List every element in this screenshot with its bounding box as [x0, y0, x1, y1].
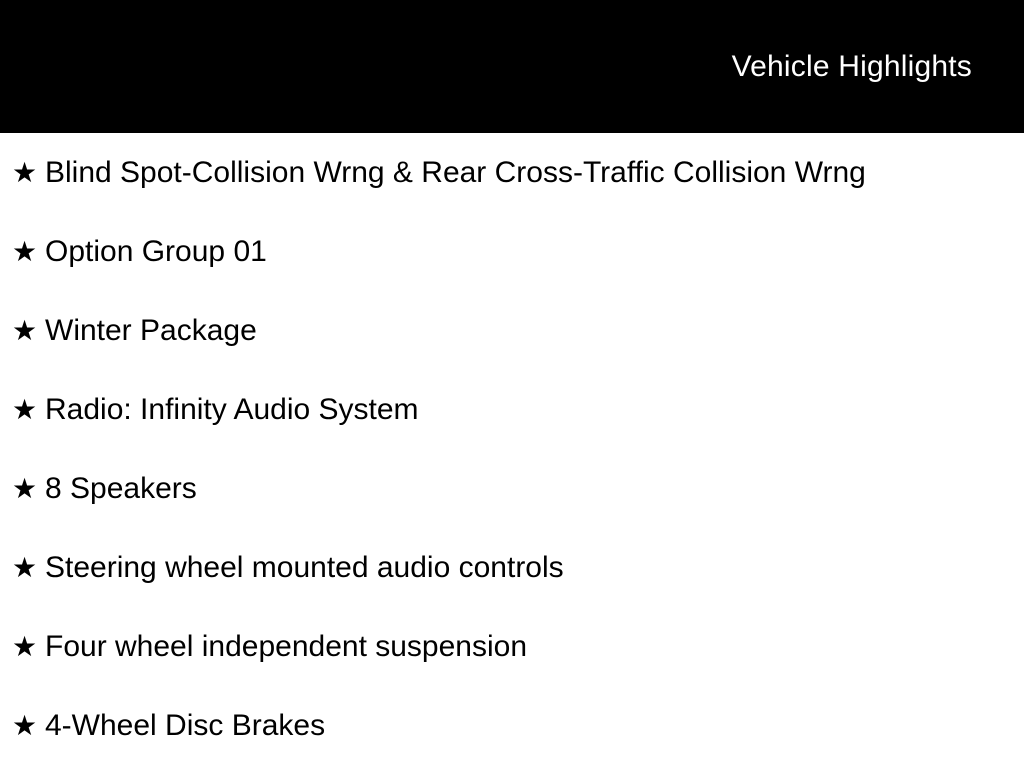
list-item [0, 449, 1024, 528]
list-item [0, 291, 1024, 370]
list-item [0, 607, 1024, 686]
list-item [0, 528, 1024, 607]
list-item-label: 8 Speakers [45, 471, 197, 505]
star-icon: ★ [12, 709, 38, 741]
star-icon: ★ [12, 630, 38, 662]
star-icon: ★ [12, 156, 38, 188]
highlights-list [0, 133, 1024, 765]
header-bar [0, 0, 1024, 133]
list-item [0, 370, 1024, 449]
list-item [0, 686, 1024, 765]
star-icon: ★ [12, 472, 38, 504]
list-item-label: Steering wheel mounted audio controls [45, 550, 564, 584]
list-item-label: Blind Spot-Collision Wrng & Rear Cross-Traffic Collision Wrng [45, 155, 866, 189]
list-item-label: 4-Wheel Disc Brakes [45, 708, 326, 742]
list-item-label: Radio: Infinity Audio System [45, 392, 419, 426]
list-item-label: Four wheel independent suspension [45, 629, 528, 663]
list-item [0, 212, 1024, 291]
star-icon: ★ [12, 551, 38, 583]
star-icon: ★ [12, 393, 38, 425]
list-item-label: Option Group 01 [45, 234, 267, 268]
star-icon: ★ [12, 235, 38, 267]
list-item-label: Winter Package [45, 313, 257, 347]
page-title: Vehicle Highlights [731, 49, 972, 83]
list-item [0, 133, 1024, 212]
star-icon: ★ [12, 314, 38, 346]
